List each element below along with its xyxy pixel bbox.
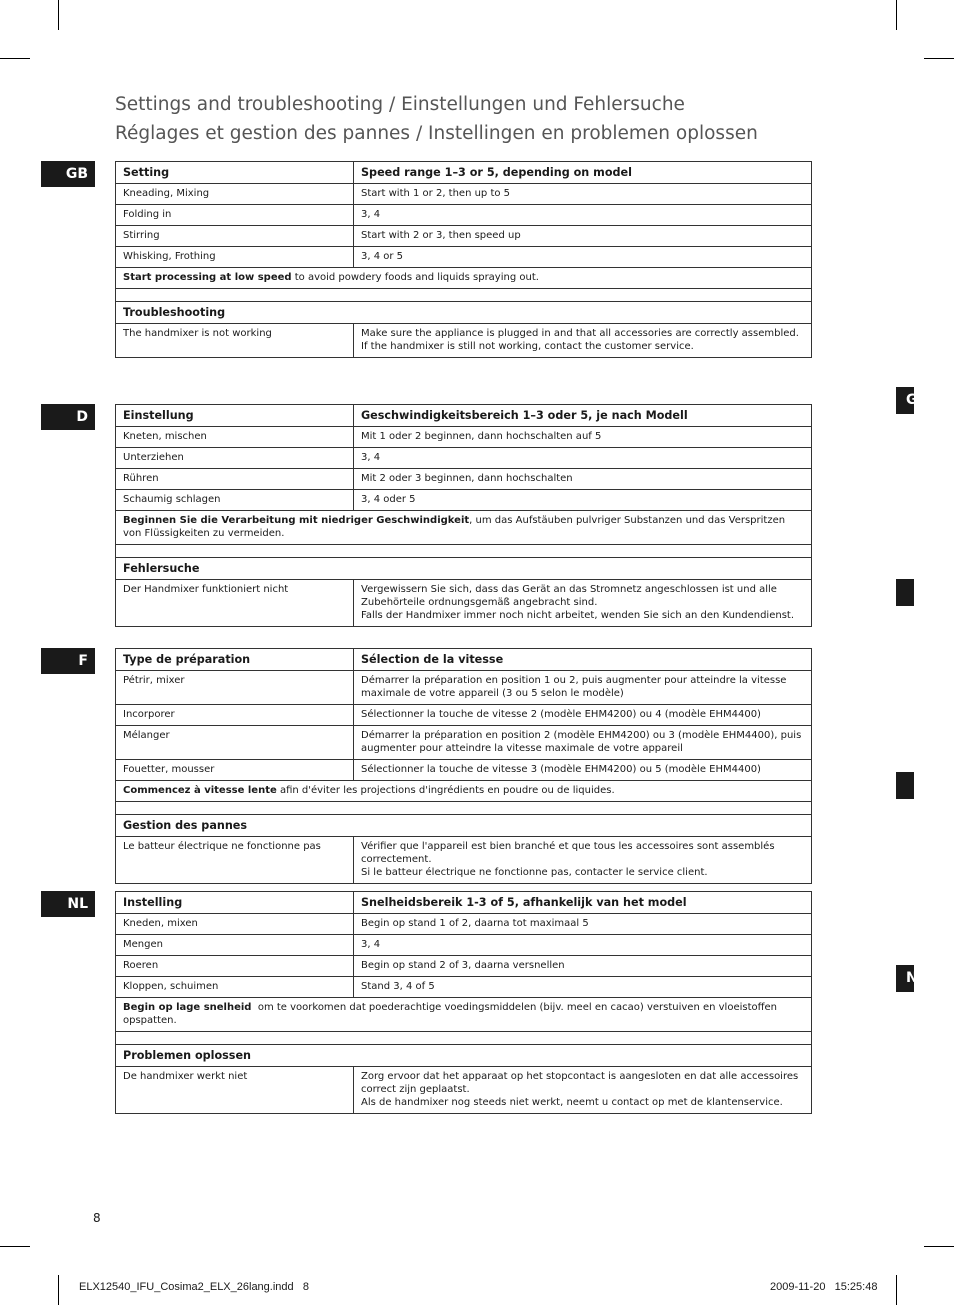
task-cell: Rühren bbox=[116, 469, 354, 490]
task-cell: Mélanger bbox=[116, 726, 354, 760]
problem-cell: Le batteur électrique ne fonctionne pas bbox=[116, 837, 354, 884]
page-title-line-2: Réglages et gestion des pannes / Instellingen en problemen oplossen bbox=[115, 123, 758, 144]
speed-cell: 3, 4 bbox=[354, 448, 812, 469]
speed-cell: 3, 4 bbox=[354, 205, 812, 226]
task-cell: Whisking, Frothing bbox=[116, 247, 354, 268]
section-d bbox=[115, 404, 812, 627]
section-f bbox=[115, 648, 812, 884]
table-row bbox=[116, 956, 812, 977]
problem-cell: The handmixer is not working bbox=[116, 324, 354, 358]
note-bold-text: Beginnen Sie die Verarbeitung mit niedriger Geschwindigkeit bbox=[123, 515, 470, 526]
note-row bbox=[116, 268, 812, 289]
note-cell bbox=[116, 511, 812, 545]
table-row bbox=[116, 705, 812, 726]
header-cell-speed: Geschwindigkeitsbereich 1–3 oder 5, je nach Modell bbox=[354, 405, 812, 427]
troubleshooting-row bbox=[116, 324, 812, 358]
task-cell: Kneading, Mixing bbox=[116, 184, 354, 205]
note-bold-text: Begin op lage snelheid bbox=[123, 1002, 252, 1013]
speed-cell: Mit 2 oder 3 beginnen, dann hochschalten bbox=[354, 469, 812, 490]
table-row bbox=[116, 448, 812, 469]
solution-cell: Vérifier que l'appareil est bien branché et que tous les accessoires sont assemblés correctement. Si le batteur électrique ne fonctionne pas, contacter le service client. bbox=[354, 837, 812, 884]
spacer-row bbox=[116, 289, 812, 302]
table-row bbox=[116, 205, 812, 226]
language-tab-gb: GB bbox=[41, 161, 95, 187]
note-text: om te voorkomen dat poederachtige voedingsmiddelen (bijv. meel en cacao) verstuiven en vloeistoffen opspatten. bbox=[123, 1002, 781, 1026]
language-tab-f: F bbox=[41, 648, 95, 674]
note-cell bbox=[116, 268, 812, 289]
footer-timestamp: 2009-11-20 15:25:48 bbox=[770, 1281, 878, 1293]
task-cell: Fouetter, mousser bbox=[116, 760, 354, 781]
solution-cell: Make sure the appliance is plugged in and that all accessories are correctly assembled. If the handmixer is still not working, contact the customer service. bbox=[354, 324, 812, 358]
solution-cell: Zorg ervoor dat het apparaat op het stopcontact is aangesloten en dat alle accessoires correct zijn geplaatst. Als de handmixer nog steeds niet werkt, neemt u contact op met de klantenservice. bbox=[354, 1067, 812, 1114]
note-cell bbox=[116, 781, 812, 802]
troubleshooting-row bbox=[116, 837, 812, 884]
task-cell: Schaumig schlagen bbox=[116, 490, 354, 511]
task-cell: Kloppen, schuimen bbox=[116, 977, 354, 998]
header-cell-task: Setting bbox=[116, 162, 354, 184]
troubleshooting-row bbox=[116, 580, 812, 627]
troubleshooting-header-row bbox=[116, 302, 812, 324]
speed-cell: Mit 1 oder 2 beginnen, dann hochschalten auf 5 bbox=[354, 427, 812, 448]
troubleshooting-header: Troubleshooting bbox=[116, 302, 812, 324]
crop-mark bbox=[896, 1275, 897, 1305]
section-nl bbox=[115, 891, 812, 1114]
table-header-row bbox=[116, 892, 812, 914]
edge-language-tab bbox=[896, 772, 914, 799]
table-header-row bbox=[116, 649, 812, 671]
table-row bbox=[116, 935, 812, 956]
spacer-cell bbox=[116, 545, 812, 558]
speed-cell: 3, 4 bbox=[354, 935, 812, 956]
crop-mark bbox=[896, 0, 897, 30]
table-row bbox=[116, 726, 812, 760]
troubleshooting-header: Fehlersuche bbox=[116, 558, 812, 580]
header-cell-speed: Speed range 1–3 or 5, depending on model bbox=[354, 162, 812, 184]
spacer-cell bbox=[116, 802, 812, 815]
table-header-row bbox=[116, 162, 812, 184]
speed-cell: Démarrer la préparation en position 2 (modèle EHM4200) ou 3 (modèle EHM4400), puis augmenter pour atteindre la vitesse maximale de votre appareil bbox=[354, 726, 812, 760]
speed-cell: Sélectionner la touche de vitesse 2 (modèle EHM4200) ou 4 (modèle EHM4400) bbox=[354, 705, 812, 726]
troubleshooting-header-row bbox=[116, 1045, 812, 1067]
speed-cell: Sélectionner la touche de vitesse 3 (modèle EHM4200) ou 5 (modèle EHM4400) bbox=[354, 760, 812, 781]
table-row bbox=[116, 760, 812, 781]
table-row bbox=[116, 427, 812, 448]
spacer-row bbox=[116, 802, 812, 815]
settings-table bbox=[115, 648, 812, 884]
table-header-row bbox=[116, 405, 812, 427]
note-bold-text: Start processing at low speed bbox=[123, 272, 292, 283]
note-text: to avoid powdery foods and liquids spraying out. bbox=[291, 272, 539, 283]
table-row bbox=[116, 469, 812, 490]
task-cell: Incorporer bbox=[116, 705, 354, 726]
note-row bbox=[116, 781, 812, 802]
header-cell-speed: Snelheidsbereik 1-3 of 5, afhankelijk van het model bbox=[354, 892, 812, 914]
task-cell: Mengen bbox=[116, 935, 354, 956]
edge-language-tab: N bbox=[896, 965, 914, 992]
spacer-row bbox=[116, 545, 812, 558]
table-row bbox=[116, 914, 812, 935]
task-cell: Unterziehen bbox=[116, 448, 354, 469]
crop-mark bbox=[924, 1246, 954, 1247]
troubleshooting-header-row bbox=[116, 815, 812, 837]
settings-table bbox=[115, 891, 812, 1114]
task-cell: Roeren bbox=[116, 956, 354, 977]
crop-mark bbox=[58, 0, 59, 30]
table-row bbox=[116, 226, 812, 247]
task-cell: Kneten, mischen bbox=[116, 427, 354, 448]
speed-cell: Start with 2 or 3, then speed up bbox=[354, 226, 812, 247]
troubleshooting-header: Problemen oplossen bbox=[116, 1045, 812, 1067]
task-cell: Pétrir, mixer bbox=[116, 671, 354, 705]
table-row bbox=[116, 977, 812, 998]
note-text: afin d'éviter les projections d'ingrédients en poudre ou de liquides. bbox=[276, 785, 615, 796]
table-row bbox=[116, 671, 812, 705]
note-row bbox=[116, 998, 812, 1032]
note-text: , um das Aufstäuben pulvriger Substanzen und das Verspritzen von Flüssigkeiten zu vermeiden. bbox=[123, 515, 789, 539]
spacer-cell bbox=[116, 289, 812, 302]
edge-language-tab: G bbox=[896, 387, 914, 414]
header-cell-task: Einstellung bbox=[116, 405, 354, 427]
spacer-cell bbox=[116, 1032, 812, 1045]
settings-table bbox=[115, 161, 812, 358]
note-bold-text: Commencez à vitesse lente bbox=[123, 785, 277, 796]
problem-cell: De handmixer werkt niet bbox=[116, 1067, 354, 1114]
language-tab-d: D bbox=[41, 404, 95, 430]
crop-mark bbox=[0, 58, 30, 59]
troubleshooting-row bbox=[116, 1067, 812, 1114]
speed-cell: Démarrer la préparation en position 1 ou 2, puis augmenter pour atteindre la vitesse maximale de votre appareil (3 ou 5 selon le modèle) bbox=[354, 671, 812, 705]
page-title-line-1: Settings and troubleshooting / Einstellungen und Fehlersuche bbox=[115, 94, 685, 115]
speed-cell: Begin op stand 2 of 3, daarna versnellen bbox=[354, 956, 812, 977]
language-tab-nl: NL bbox=[41, 891, 95, 917]
speed-cell: Stand 3, 4 of 5 bbox=[354, 977, 812, 998]
spacer-row bbox=[116, 1032, 812, 1045]
problem-cell: Der Handmixer funktioniert nicht bbox=[116, 580, 354, 627]
speed-cell: 3, 4 oder 5 bbox=[354, 490, 812, 511]
table-row bbox=[116, 490, 812, 511]
note-row bbox=[116, 511, 812, 545]
task-cell: Kneden, mixen bbox=[116, 914, 354, 935]
speed-cell: Start with 1 or 2, then up to 5 bbox=[354, 184, 812, 205]
header-cell-task: Instelling bbox=[116, 892, 354, 914]
header-cell-speed: Sélection de la vitesse bbox=[354, 649, 812, 671]
troubleshooting-header: Gestion des pannes bbox=[116, 815, 812, 837]
section-gb bbox=[115, 161, 812, 358]
table-row bbox=[116, 247, 812, 268]
speed-cell: 3, 4 or 5 bbox=[354, 247, 812, 268]
crop-mark bbox=[0, 1246, 30, 1247]
footer-filename: ELX12540_IFU_Cosima2_ELX_26lang.indd 8 bbox=[79, 1281, 309, 1293]
table-row bbox=[116, 184, 812, 205]
task-cell: Folding in bbox=[116, 205, 354, 226]
header-cell-task: Type de préparation bbox=[116, 649, 354, 671]
settings-table bbox=[115, 404, 812, 627]
task-cell: Stirring bbox=[116, 226, 354, 247]
solution-cell: Vergewissern Sie sich, dass das Gerät an das Stromnetz angeschlossen ist und alle Zubehörteile ordnungsgemäß angebracht sind. Falls der Handmixer immer noch nicht arbeitet, wenden Sie sich an den Kundendienst. bbox=[354, 580, 812, 627]
crop-mark bbox=[924, 58, 954, 59]
speed-cell: Begin op stand 1 of 2, daarna tot maximaal 5 bbox=[354, 914, 812, 935]
page-number: 8 bbox=[93, 1211, 101, 1225]
troubleshooting-header-row bbox=[116, 558, 812, 580]
edge-language-tab bbox=[896, 579, 914, 606]
note-cell bbox=[116, 998, 812, 1032]
crop-mark bbox=[58, 1275, 59, 1305]
